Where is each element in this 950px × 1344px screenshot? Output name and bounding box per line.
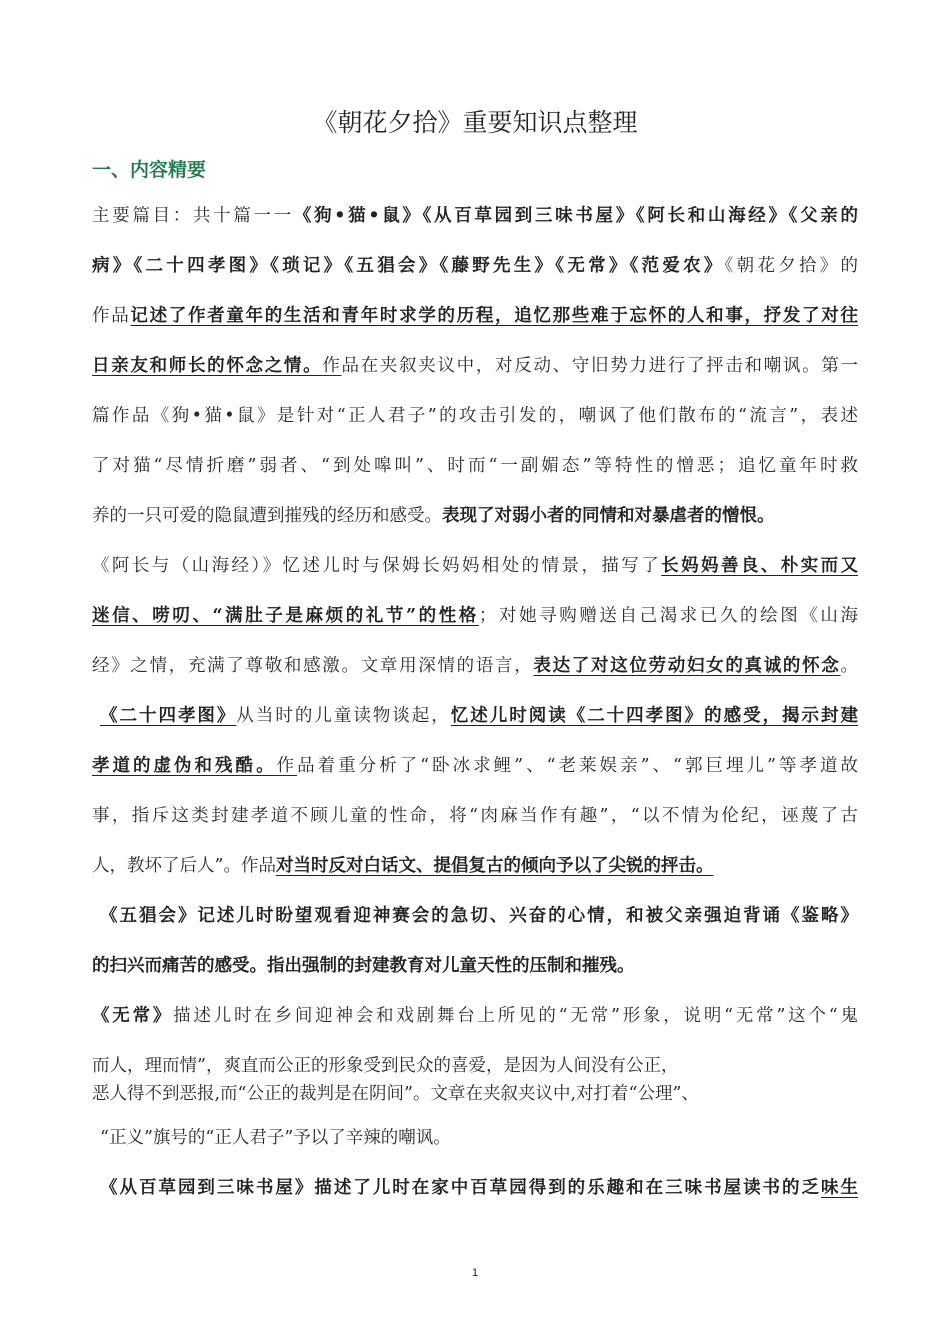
text-run: 人，教坏了后人”。作品	[92, 856, 276, 876]
paragraph-line	[92, 504, 858, 528]
text-run-bold: 《无常》	[92, 1006, 174, 1026]
text-run: 品在夹叙夹议中，对反动、守旧势力进行了抨击和嘲讽。第一	[341, 356, 859, 376]
paragraph-line: “正义”旗号的“正人君子”予以了辛辣的嘲讽。	[100, 1128, 451, 1148]
paragraph-line: 的扫兴而痛苦的感受。指出强制的封建教育对儿童天性的压制和摧残。	[92, 956, 635, 976]
paragraph-line	[92, 204, 858, 228]
paragraph-line	[92, 754, 858, 778]
text-run-underlined: 作	[322, 356, 342, 376]
text-run: 品着重分析了“卧冰求鲤”、“老莱娱亲”、“郭巨埋儿”等孝道故	[297, 756, 859, 776]
text-run-bold: 表现了对弱小者的同情和对暴虐者的憎恨。	[442, 506, 775, 526]
text-run: 。	[840, 656, 858, 676]
paragraph-line	[92, 354, 858, 378]
paragraph-line: 恶人得不到恶报,而“公正的裁判是在阴间”。文章在夹叙夹议中,对打着“公理”、	[92, 1084, 699, 1104]
paragraph-line	[92, 554, 858, 578]
text-run-underlined: 表达了对这位劳动妇女的真诚的怀念	[533, 656, 841, 676]
text-run-underlined: 孝道的虚伪和残酷。	[92, 756, 277, 776]
text-run-underlined: 迷信、唠叨、“满肚子是麻烦的礼节”的性格	[92, 606, 479, 626]
text-run-bold: 《从百草园到三味书屋》描述了儿时在家中百草园得到的乐趣和在三味书屋读书的乏	[100, 1178, 822, 1198]
text-run-bold: 病》《二十四孝图》《琐记》《五猖会》《藤野先生》《无常》《范爱农》	[92, 256, 725, 276]
page-number: 1	[471, 1267, 479, 1279]
section-heading: 一、内容精要	[92, 159, 207, 181]
text-run: 养的一只可爱的隐鼠遭到摧残的经历和感受。	[92, 506, 442, 526]
text-run-underlined: 《二十四孝图》	[100, 706, 237, 726]
paragraph-line: 了对猫“尽情折磨”弱者、“到处嗥叫”、时而“一副媚态”等特性的憎恶；追忆童年时救	[92, 456, 858, 476]
text-run: 主要篇目：共十篇一一	[92, 206, 294, 226]
paragraph-line	[92, 304, 858, 328]
paragraph-line	[92, 854, 858, 878]
paragraph-line	[100, 1176, 858, 1200]
text-run-bold: 《狗•猫•鼠》《从百草园到三味书屋》《阿长和山海经》《父亲的	[293, 206, 858, 226]
text-run-underlined: 味生	[821, 1178, 859, 1198]
text-run: 作品	[92, 306, 131, 326]
paragraph-line: 《五猖会》记述儿时盼望观看迎神赛会的急切、兴奋的心情，和被父亲强迫背诵《鉴略》	[100, 906, 858, 926]
paragraph-line: 篇作品《狗•猫•鼠》是针对“正人君子”的攻击引发的，嘲讽了他们散布的“流言”，表述	[92, 406, 858, 426]
paragraph-line	[92, 1004, 858, 1028]
paragraph-line	[92, 254, 858, 278]
text-run-underlined: 记述了作者童年的生活和青年时求学的历程，追忆那些难于忘怀的人和事，抒发了对往	[130, 306, 859, 326]
paragraph-line	[92, 604, 858, 628]
paragraph-line: 事，指斥这类封建孝道不顾儿童的性命，将“肉麻当作有趣”，“以不情为伦纪，诬蔑了古	[92, 806, 858, 826]
text-run: 描述儿时在乡间迎神会和戏剧舞台上所见的“无常”形象，说明“无常”这个“鬼	[173, 1006, 858, 1026]
document-title: 《朝花夕拾》重要知识点整理	[312, 108, 638, 137]
paragraph-line	[92, 654, 858, 678]
paragraph-line: 而人，理而情”，爽直而公正的形象受到民众的喜爱，是因为人间没有公正，	[92, 1056, 679, 1076]
text-run: ；对她寻购赠送自己渴求已久的绘图《山海	[478, 606, 858, 626]
text-run: 从当时的儿童读物谈起，	[236, 706, 451, 726]
text-run: 《阿长与（山海经）》忆述儿时与保姆长妈妈相处的情景，描写了	[92, 556, 662, 576]
text-run-underlined: 日亲友和师长的怀念之情。	[92, 356, 323, 376]
paragraph-line	[100, 704, 858, 728]
text-run: 经》之情，充满了尊敬和感激。文章用深情的语言，	[92, 656, 534, 676]
text-run-underlined: 对当时反对白话文、提倡复古的倾向予以了尖锐的抨击。	[275, 856, 714, 876]
text-run-underlined: 作	[276, 756, 298, 776]
text-run: 《朝花夕拾》的	[724, 256, 858, 276]
text-run-underlined: 长妈妈善良、朴实而又	[661, 556, 859, 576]
text-run-underlined: 忆述儿时阅读《二十四孝图》的感受，揭示封建	[450, 706, 859, 726]
